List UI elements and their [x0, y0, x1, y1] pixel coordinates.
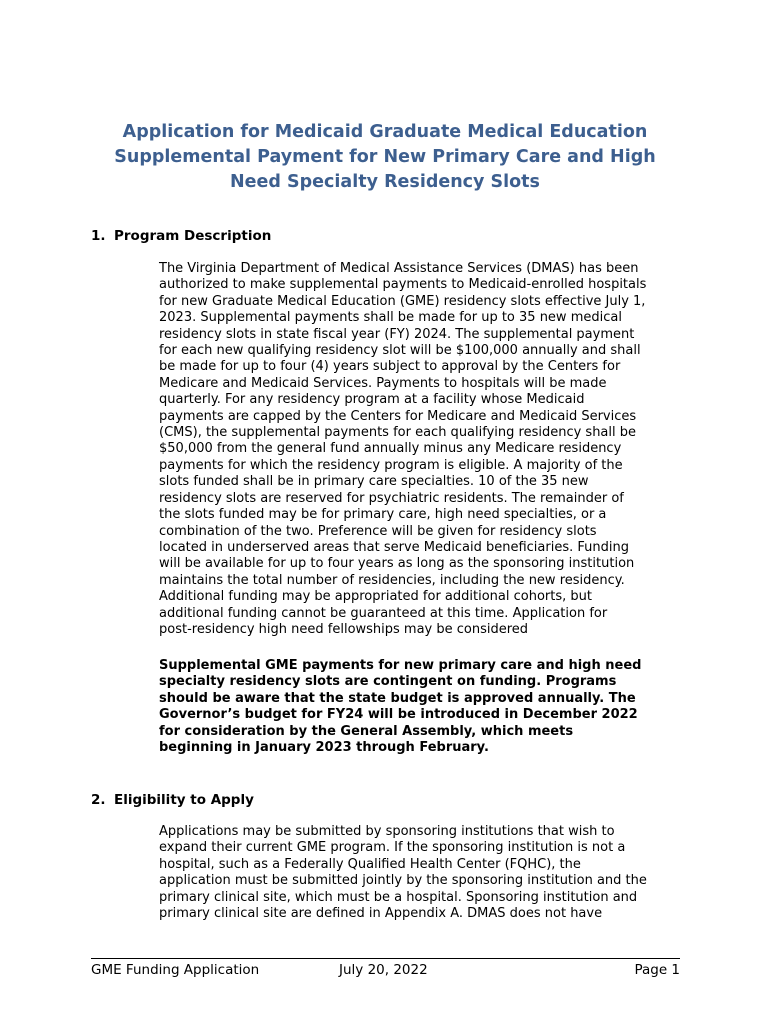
paragraph-line: primary clinical site, which must be a hospital. Sponsoring institution and — [159, 889, 638, 905]
title-line: Application for Medicaid Graduate Medical Education — [122, 122, 648, 142]
paragraph-line: for each new qualifying residency slot will be $100,000 annually and shall — [159, 343, 641, 359]
paragraph-line: Additional funding may be appropriated for additional cohorts, but — [159, 589, 592, 605]
section-number: 2. — [91, 792, 106, 808]
section-title: Eligibility to Apply — [114, 792, 254, 808]
title-line: Supplemental Payment for New Primary Care and High — [114, 147, 656, 167]
notice-line: beginning in January 2023 through February. — [159, 740, 489, 756]
title-line: Need Specialty Residency Slots — [230, 172, 540, 192]
section-number: 1. — [91, 228, 106, 244]
funding-notice-paragraph — [159, 658, 641, 756]
paragraph-line: The Virginia Department of Medical Assistance Services (DMAS) has been — [159, 261, 639, 276]
paragraph-line: hospital, such as a Federally Qualified Health Center (FQHC), the — [159, 856, 581, 872]
notice-line: should be aware that the state budget is approved annually. The — [159, 690, 636, 706]
paragraph-line: located in underserved areas that serve Medicaid beneficiaries. Funding — [159, 539, 629, 555]
paragraph-line: combination of the two. Preference will be given for residency slots — [159, 523, 597, 539]
paragraph-line: additional funding cannot be guaranteed at this time. Application for — [159, 605, 608, 621]
paragraph-line: authorized to make supplemental payments to Medicaid-enrolled hospitals — [159, 277, 647, 293]
paragraph-line: (CMS), the supplemental payments for each qualifying residency shall be — [159, 425, 637, 441]
eligibility-paragraph — [159, 824, 647, 922]
document-title — [90, 120, 680, 195]
paragraph-line: expand their current GME program. If the sponsoring institution is not a — [159, 840, 626, 856]
paragraph-line: $50,000 from the general fund annually minus any Medicare residency — [159, 441, 622, 457]
paragraph-line: Medicare and Medicaid Services. Payments to hospitals will be made — [159, 375, 607, 391]
paragraph-line: for new Graduate Medical Education (GME) residency slots effective July 1, — [159, 293, 646, 309]
notice-line: Supplemental GME payments for new primary care and high need — [159, 658, 642, 673]
paragraph-line: 2023. Supplemental payments shall be made for up to 35 new medical — [159, 310, 622, 326]
notice-line: Governor’s budget for FY24 will be introduced in December 2022 — [159, 707, 638, 723]
footer-page-number: Page 1 — [634, 962, 680, 978]
paragraph-line: slots funded shall be in primary care specialties. 10 of the 35 new — [159, 474, 589, 490]
paragraph-line: the slots funded may be for primary care, high need specialties, or a — [159, 507, 607, 523]
paragraph-line: quarterly. For any residency program at a facility whose Medicaid — [159, 392, 585, 408]
paragraph-line: primary clinical site are defined in Appendix A. DMAS does not have — [159, 906, 603, 922]
footer-document-name: GME Funding Application — [91, 962, 260, 978]
paragraph-line: payments for which the residency program is eligible. A majority of the — [159, 457, 623, 473]
footer-divider — [91, 958, 680, 959]
notice-line: for consideration by the General Assembly, which meets — [159, 723, 574, 739]
paragraph-line: residency slots are reserved for psychiatric residents. The remainder of — [159, 490, 624, 506]
paragraph-line: payments are capped by the Centers for Medicare and Medicaid Services — [159, 408, 637, 424]
program-description-paragraph — [159, 261, 646, 638]
paragraph-line: will be available for up to four years as long as the sponsoring institution — [159, 556, 635, 572]
footer-date: July 20, 2022 — [339, 962, 428, 978]
section-title: Program Description — [114, 228, 272, 244]
paragraph-line: be made for up to four (4) years subject to approval by the Centers for — [159, 359, 621, 375]
paragraph-line: residency slots in state fiscal year (FY) 2024. The supplemental payment — [159, 326, 635, 342]
notice-line: specialty residency slots are contingent on funding. Programs — [159, 674, 617, 690]
section-heading-program-description — [91, 228, 271, 245]
paragraph-line: post-residency high need fellowships may be considered — [159, 621, 529, 637]
section-heading-eligibility — [91, 792, 254, 809]
paragraph-line: maintains the total number of residencies, including the new residency. — [159, 572, 625, 588]
paragraph-line: application must be submitted jointly by the sponsoring institution and the — [159, 873, 647, 889]
paragraph-line: Applications may be submitted by sponsoring institutions that wish to — [159, 824, 615, 839]
